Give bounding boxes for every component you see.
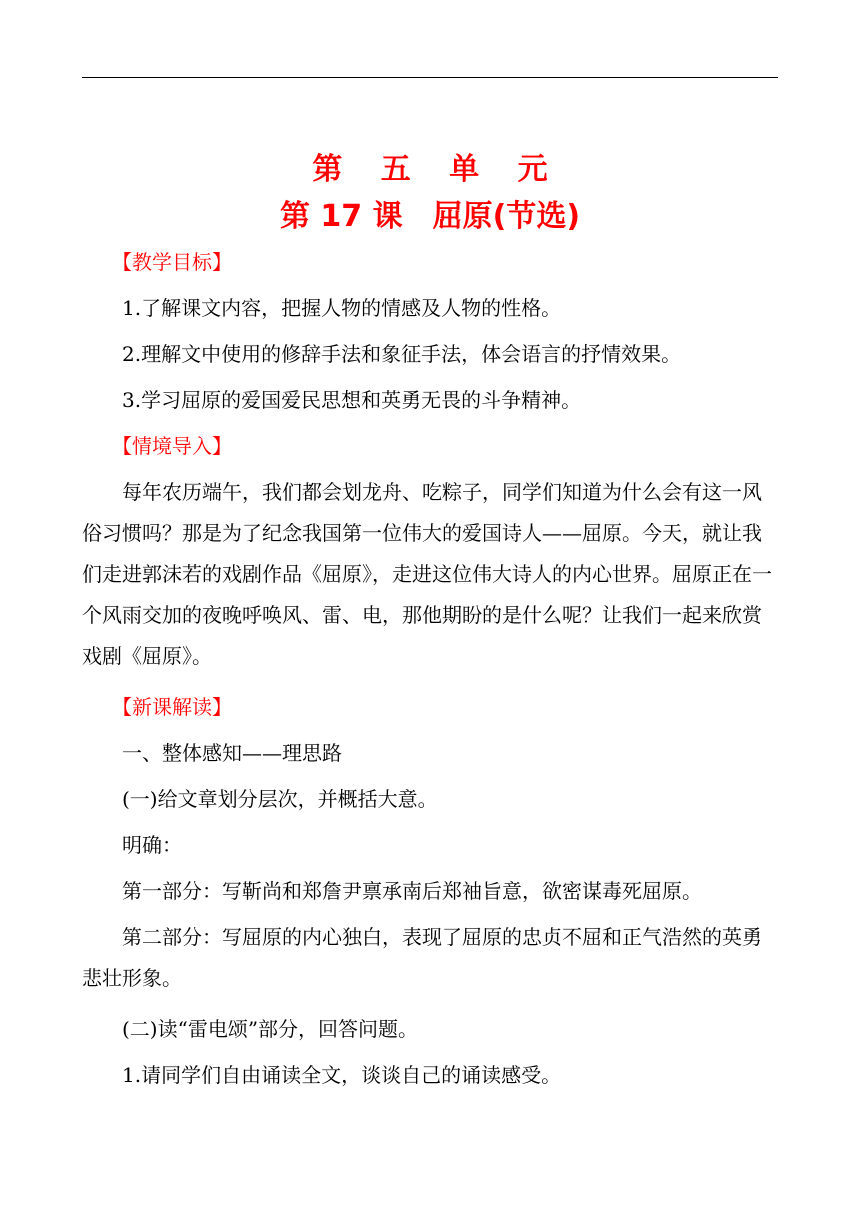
objective-item: 3.学习屈原的爱国爱民思想和英勇无畏的斗争精神。 — [122, 388, 582, 412]
question-two: (二)读“雷电颂”部分，回答问题。 — [122, 1017, 419, 1041]
intro-paragraph-line: 戏剧《屈原》。 — [82, 644, 212, 668]
clarify-label: 明确： — [122, 833, 182, 857]
objectives-heading: 【教学目标】 — [112, 250, 232, 274]
objective-item: 1.了解课文内容，把握人物的情感及人物的性格。 — [122, 296, 562, 320]
section-part-two-line: 第二部分：写屈原的内心独白，表现了屈原的忠贞不屈和正气浩然的英勇 — [122, 925, 762, 949]
part-one-title: 一、整体感知——理思路 — [122, 741, 342, 765]
section-part-one: 第一部分：写靳尚和郑詹尹禀承南后郑袖旨意，欲密谋毒死屈原。 — [122, 879, 702, 903]
intro-paragraph-line: 们走进郭沫若的戏剧作品《屈原》，走进这位伟大诗人的内心世界。屈原正在一 — [82, 562, 772, 586]
document-body — [82, 246, 782, 1105]
intro-paragraph-line: 个风雨交加的夜晚呼唤风、雷、电，那他期盼的是什么呢？让我们一起来欣赏 — [82, 603, 762, 627]
section-part-two-line: 悲壮形象。 — [82, 966, 182, 990]
objective-item: 2.理解文中使用的修辞手法和象征手法，体会语言的抒情效果。 — [122, 342, 682, 366]
unit-title: 第 五 单 元 — [312, 152, 562, 187]
lesson-title: 第 17 课 屈原(节选) — [279, 199, 581, 234]
question-one: (一)给文章划分层次，并概括大意。 — [122, 787, 438, 811]
question-two-item: 1.请同学们自由诵读全文，谈谈自己的诵读感受。 — [122, 1063, 562, 1087]
intro-heading: 【情境导入】 — [112, 434, 232, 458]
header-rule — [82, 77, 778, 78]
intro-paragraph-line: 俗习惯吗？那是为了纪念我国第一位伟大的爱国诗人——屈原。今天，就让我 — [82, 521, 762, 545]
new-lesson-heading: 【新课解读】 — [112, 695, 232, 719]
intro-paragraph-line: 每年农历端午，我们都会划龙舟、吃粽子，同学们知道为什么会有这一风 — [122, 480, 762, 504]
